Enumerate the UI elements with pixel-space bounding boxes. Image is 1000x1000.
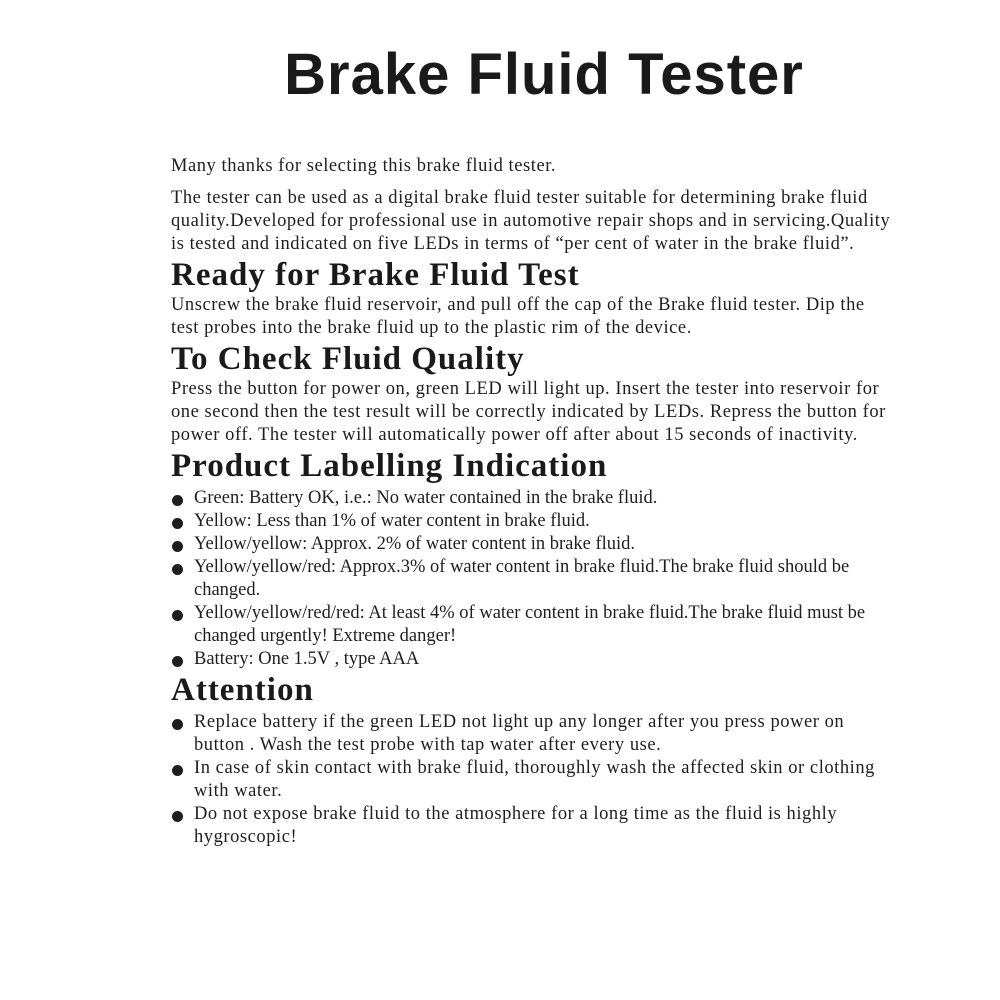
bullet-icon xyxy=(172,564,183,575)
list-item xyxy=(171,711,891,757)
list-item-text: Green: Battery OK, i.e.: No water contained in the brake fluid. xyxy=(194,488,658,508)
document-body xyxy=(171,155,891,849)
list-item-text: Replace battery if the green LED not light up any longer after you press power on button . Wash the test probe with tap water after every use. xyxy=(194,712,845,755)
list-item-text: Yellow: Less than 1% of water content in brake fluid. xyxy=(194,511,590,531)
list-item-text: Battery: One 1.5V , type AAA xyxy=(194,649,420,669)
heading-check-fluid-quality: To Check Fluid Quality xyxy=(171,341,525,377)
list-item xyxy=(171,757,891,803)
list-item xyxy=(171,648,891,671)
ready-instructions: Unscrew the brake fluid reservoir, and pull off the cap of the Brake fluid tester. Dip the test probes into the brake fluid up to the plastic rim of the device. xyxy=(171,295,865,338)
list-item-text: Yellow/yellow: Approx. 2% of water content in brake fluid. xyxy=(194,534,636,554)
list-item-text: In case of skin contact with brake fluid, thoroughly wash the affected skin or clothing with water. xyxy=(194,758,875,801)
heading-attention: Attention xyxy=(171,672,314,708)
bullet-icon xyxy=(172,518,183,529)
bullet-icon xyxy=(172,656,183,667)
bullet-icon xyxy=(172,541,183,552)
list-item-text: Do not expose brake fluid to the atmosphere for a long time as the fluid is highly hygroscopic! xyxy=(194,804,838,847)
bullet-icon xyxy=(172,495,183,506)
list-item-text: Yellow/yellow/red/red: At least 4% of water content in brake fluid.The brake fluid must be changed urgently! Extreme danger! xyxy=(194,603,866,646)
bullet-icon xyxy=(172,811,183,822)
attention-list xyxy=(171,711,891,849)
list-item xyxy=(171,487,891,510)
bullet-icon xyxy=(172,719,183,730)
list-item xyxy=(171,533,891,556)
labelling-list xyxy=(171,487,891,671)
bullet-icon xyxy=(172,765,183,776)
heading-product-labelling: Product Labelling Indication xyxy=(171,448,608,484)
check-instructions: Press the button for power on, green LED will light up. Insert the tester into reservoir for one second then the test result will be correctly indicated by LEDs. Repress the button for power off. The tester will automatically power off after about 15 seconds of inactivity. xyxy=(171,379,886,445)
list-item xyxy=(171,602,891,648)
heading-ready-for-test: Ready for Brake Fluid Test xyxy=(171,257,580,293)
list-item-text: Yellow/yellow/red: Approx.3% of water content in brake fluid.The brake fluid should be changed. xyxy=(194,557,850,600)
list-item xyxy=(171,556,891,602)
list-item xyxy=(171,803,891,849)
intro-description: The tester can be used as a digital brake fluid tester suitable for determining brake fluid quality.Developed for professional use in automotive repair shops and in servicing.Quality is tested and indicated on five LEDs in terms of “per cent of water in the brake fluid”. xyxy=(171,188,891,254)
list-item xyxy=(171,510,891,533)
intro-thanks: Many thanks for selecting this brake fluid tester. xyxy=(171,156,557,176)
page-title: Brake Fluid Tester xyxy=(284,42,804,107)
bullet-icon xyxy=(172,610,183,621)
